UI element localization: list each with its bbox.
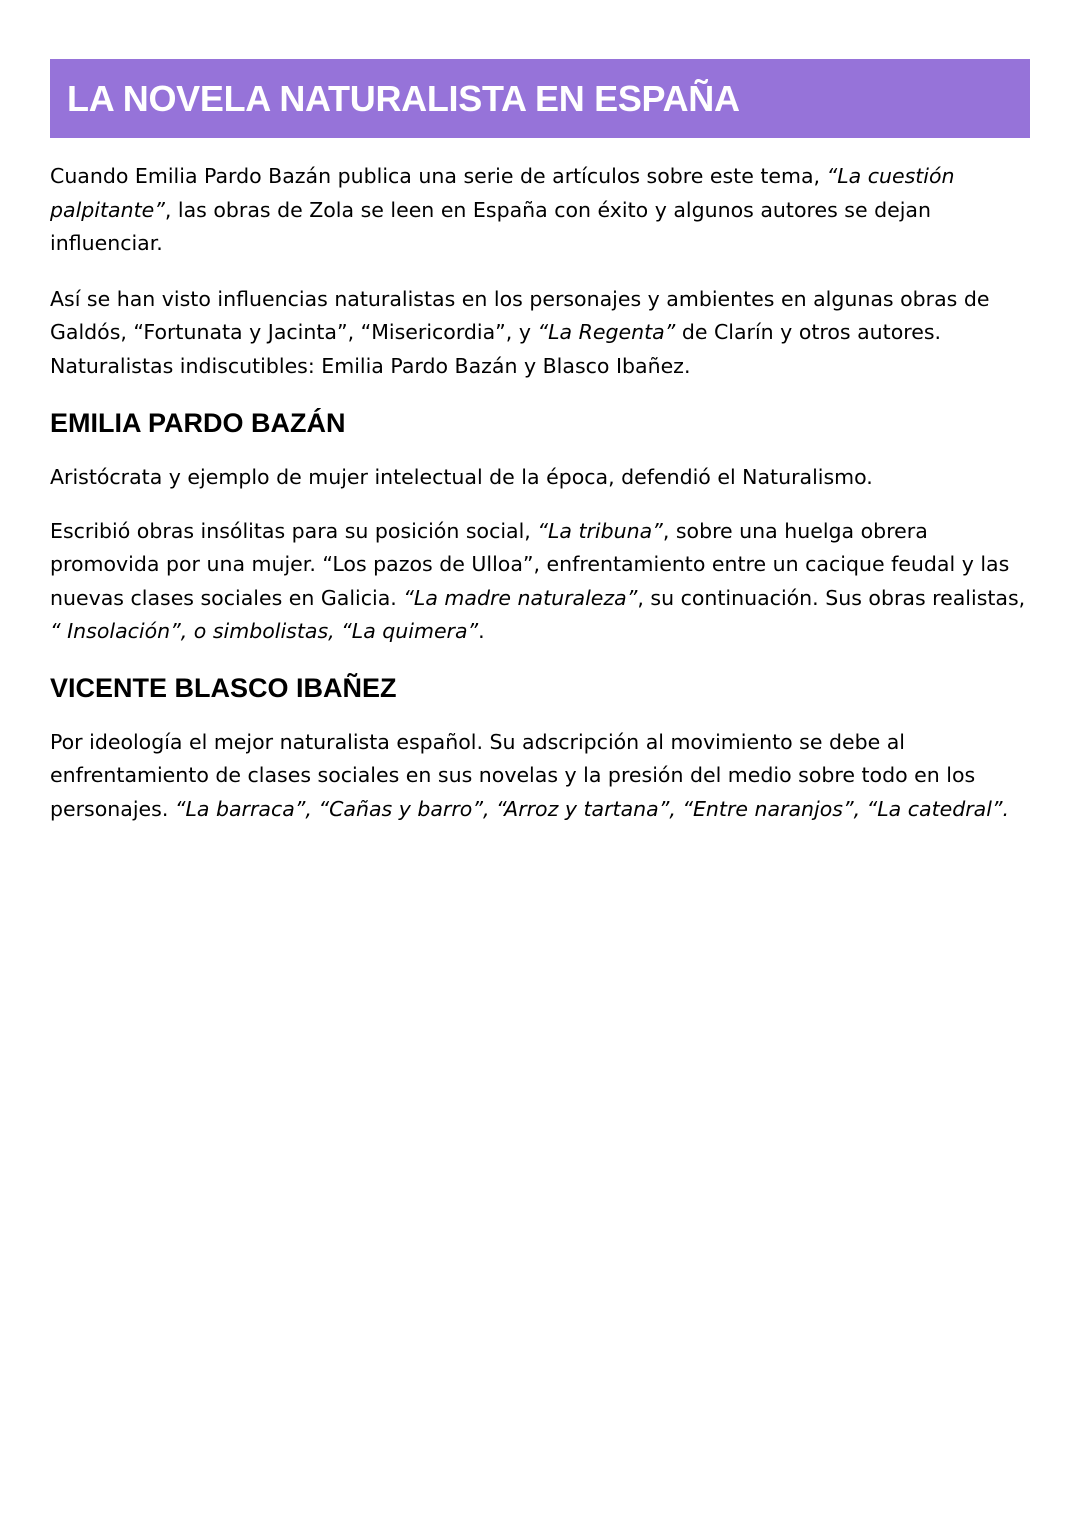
vicente-p1-text-a: Por ideología el mejor naturalista español. Su adscripción al movimiento se debe al enfrentamiento de clases sociales en sus novelas y la presión del medio sobre todo en los personajes. [50, 729, 976, 821]
title-banner [50, 59, 1030, 138]
emilia-heading: EMILIA PARDO BAZÁN [50, 408, 346, 438]
intro-paragraph-1 [50, 160, 1030, 261]
emilia-paragraph-2 [50, 515, 1030, 649]
page-title: LA NOVELA NATURALISTA EN ESPAÑA [67, 77, 740, 119]
intro-p1-text-c: , las obras de Zola se leen en España con éxito y algunos autores se dejan influenciar. [50, 197, 931, 255]
intro-p1-italic-title: “La cuestión palpitante” [50, 164, 955, 222]
intro-p2-text-a: Así se han visto influencias naturalistas en los personajes y ambientes en algunas obras de Galdós, “Fortunata y Jacinta”, “Misericordia”, y [50, 286, 990, 344]
vicente-p1-italic-works: “La barraca”, “Cañas y barro”, “Arroz y tartana”, “Entre naranjos”, “La catedral”. [174, 796, 1010, 821]
vicente-paragraph-1 [50, 726, 1030, 827]
intro-p2-italic-title: “La Regenta” [537, 320, 676, 344]
intro-p1-text-a: Cuando Emilia Pardo Bazán publica una serie de artículos sobre este tema, [50, 164, 827, 188]
emilia-p2-text-c: , sobre una huelga obrera promovida por una mujer. “Los pazos de Ulloa”, enfrentamiento entre un cacique feudal y las nuevas clases sociales en Galicia. [50, 518, 1010, 610]
intro-p2-text-c: de Clarín y otros autores. Naturalistas indiscutibles: Emilia Pardo Bazán y Blasco Ibañez. [50, 320, 942, 378]
emilia-p2-text-a: Escribió obras insólitas para su posición social, [50, 518, 538, 543]
vicente-heading: VICENTE BLASCO IBAÑEZ [50, 672, 397, 703]
document-page [50, 59, 1030, 826]
emilia-p2-italic-tribuna: “La tribuna” [537, 518, 663, 543]
emilia-p2-italic-madre: “La madre naturaleza” [403, 585, 638, 610]
emilia-p2-text-g: . [478, 619, 485, 643]
intro-paragraph-2 [50, 283, 1030, 384]
emilia-paragraph-1: Aristócrata y ejemplo de mujer intelectual de la época, defendió el Naturalismo. [50, 465, 873, 489]
emilia-p2-italic-insolacion: “ Insolación”, o simbolistas, “La quimera” [50, 619, 479, 643]
emilia-p2-text-e: , su continuación. Sus obras realistas, [637, 585, 1026, 610]
